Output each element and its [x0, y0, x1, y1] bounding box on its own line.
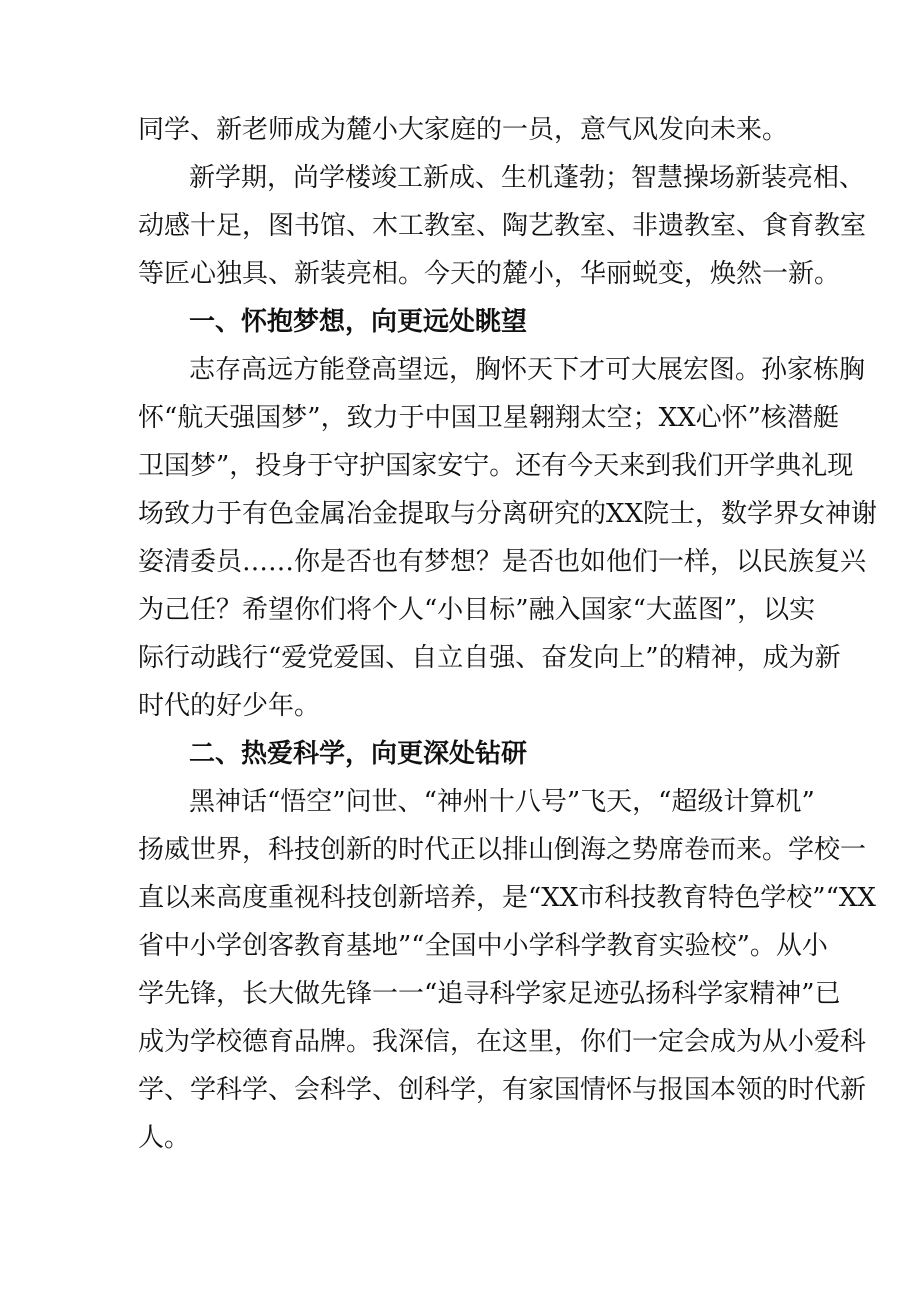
paragraph-line: 直以来高度重视科技创新培养，是“XX市科技教育特色学校”“XX [138, 883, 876, 913]
paragraph-line: 省中小学创客教育基地”“全国中小学科学教育实验校”。从小 [138, 931, 828, 961]
paragraph-line: 同学、新老师成为麓小大家庭的一员，意气风发向未来。 [138, 115, 789, 145]
paragraph-line: 动感十足，图书馆、木工教室、陶艺教室、非遗教室、食育教室 [138, 211, 867, 241]
paragraph-line: 扬威世界，科技创新的时代正以排山倒海之势席卷而来。学校一 [138, 835, 867, 865]
paragraph-line: 场致力于有色金属冶金提取与分离研究的XX院士，数学界女神谢 [138, 499, 878, 529]
paragraph-line: 姿清委员……你是否也有梦想？是否也如他们一样，以民族复兴 [138, 547, 867, 577]
paragraph-line: 为己任？希望你们将个人“小目标”融入国家“大蓝图”，以实 [138, 595, 816, 625]
paragraph-line: 时代的好少年。 [138, 691, 321, 721]
paragraph-line: 人。 [138, 1123, 191, 1153]
section-heading: 二、热爱科学，向更深处钻研 [189, 739, 528, 769]
paragraph-line: 成为学校德育品牌。我深信，在这里，你们一定会成为从小爱科 [138, 1027, 867, 1057]
paragraph-line: 卫国梦”，投身于守护国家安宁。还有今天来到我们开学典礼现 [138, 451, 854, 481]
paragraph-line: 际行动践行“爱党爱国、自立自强、奋发向上”的精神，成为新 [138, 643, 841, 673]
paragraph-line: 学、学科学、会科学、创科学，有家国情怀与报国本领的时代新 [138, 1075, 867, 1105]
document-body [138, 106, 878, 1162]
paragraph-line: 志存高远方能登高望远，胸怀天下才可大展宏图。孙家栋胸 [189, 355, 866, 385]
paragraph-line: 新学期，尚学楼竣工新成、生机蓬勃；智慧操场新装亮相、 [189, 163, 866, 193]
paragraph-line: 等匠心独具、新装亮相。今天的麓小，华丽蜕变，焕然一新。 [138, 259, 841, 289]
paragraph-line: 黑神话“悟空”问世、“神州十八号”飞天，“超级计算机” [189, 787, 815, 817]
section-heading: 一、怀抱梦想，向更远处眺望 [189, 307, 528, 337]
paragraph-line: 学先锋，长大做先锋一一“追寻科学家足迹弘扬科学家精神”已 [138, 979, 841, 1009]
paragraph-line: 怀“航天强国梦”，致力于中国卫星翱翔太空；XX心怀”核潜艇 [138, 403, 839, 433]
